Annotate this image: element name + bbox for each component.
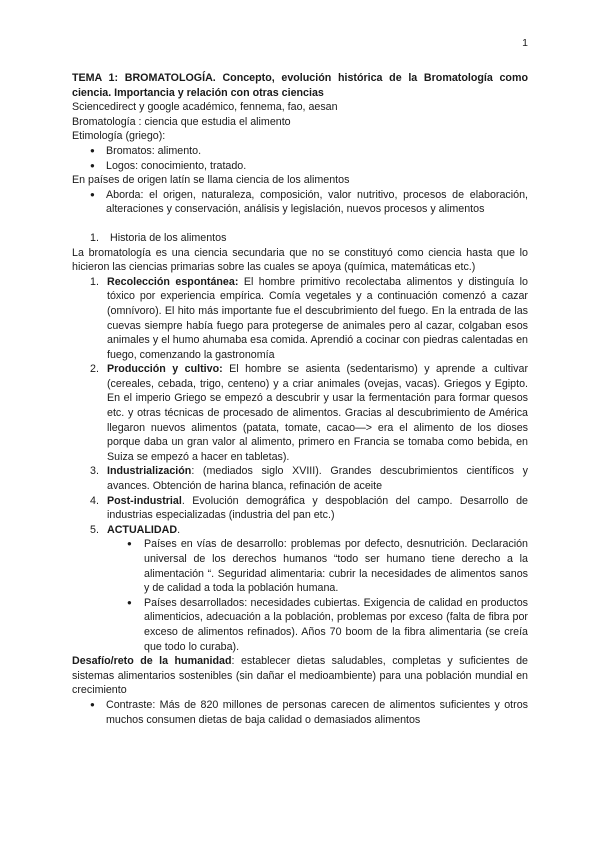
history-item-heading: Industrialización: [107, 465, 192, 478]
latin-note: En países de origen latín se llama ciencia de los alimentos: [72, 174, 350, 187]
bullet-icon: ●: [127, 539, 132, 549]
history-item-text: .: [177, 523, 181, 536]
list-item: [72, 144, 528, 159]
sources-line: Sciencedirect y google académico, fennema, fao, aesan: [72, 101, 338, 114]
bullet-icon: ●: [90, 160, 95, 170]
list-item: [72, 698, 528, 727]
history-item-heading: Producción y cultivo:: [107, 363, 223, 376]
desafio-text: : establecer dietas saludables, completas y suficientes de sistemas alimentarios sostenibles (sin dañar el medioambiente) para una población mundial en crecimiento: [72, 655, 528, 697]
history-item-heading: Post-industrial: [107, 494, 182, 507]
list-item-text: Bromatos: alimento.: [106, 144, 202, 157]
document-title: TEMA 1: BROMATOLOGÍA. Concepto, evolución histórica de la Bromatología como ciencia. Importancia y relación con otras ciencias: [72, 72, 528, 99]
section-title: Historia de los alimentos: [110, 231, 227, 244]
history-item-number: 4.: [90, 494, 99, 507]
history-item-text: El hombre se asienta (sedentarismo) y aprende a cultivar (cereales, cebada, trigo, centeno) y a criar animales (ovejas, vacas). Griegos y Egipto. En el imperio Griego se empezó a descubrir y usar la fermentación para formar quesos etc. y otras técnicas de procesado de alimentos. Gracias al descubrimiento de América llegaron nuevos alimentos (patata, tomate, cacao—> era el alimento de los dioses porque daba un gran valor al alimento, primero en Francia se tomaba como bebida, en Suiza se empezó a hacer en tabletas).: [107, 363, 528, 463]
list-item: [72, 596, 528, 654]
document-body: [72, 71, 528, 727]
history-item-text: El hombre primitivo recolectaba alimentos y distinguía lo tóxico por experiencia empírica. Comía vegetales y a continuación comenzó a cazar (omnívoro). El hito más importante fue el descubrimiento del fuego. En la entrada de las cuevas siempre había fuego para protegerse de animales pero al cazar, colgaban esos animales y el humo ahumaba esa comida. Aprendió a cocinar con piedras calentadas en fuego, comenzando la gastronomía: [107, 275, 528, 361]
history-item-number: 2.: [90, 363, 99, 376]
history-item: [72, 275, 528, 363]
desafio-paragraph: [72, 654, 528, 698]
history-item-text: : (mediados siglo XVIII). Grandes descubrimientos científicos y avances. Obtención de harina blanca, refinación de aceite: [107, 465, 528, 493]
bullet-icon: ●: [90, 145, 95, 155]
list-item: [72, 537, 528, 595]
history-item: [72, 523, 528, 538]
history-item-number: 5.: [90, 523, 99, 536]
history-item-number: 3.: [90, 465, 99, 478]
page-number: 1: [522, 37, 528, 49]
section-number: 1.: [90, 231, 99, 244]
history-item: [72, 494, 528, 523]
list-item: [72, 159, 528, 174]
bullet-icon: ●: [127, 597, 132, 607]
list-item-text: Logos: conocimiento, tratado.: [106, 159, 247, 172]
history-item: [72, 362, 528, 464]
history-item: [72, 464, 528, 493]
history-item-heading: Recolección espontánea:: [107, 275, 239, 288]
list-item: [72, 188, 528, 217]
history-item-number: 1.: [90, 275, 99, 288]
history-item-text: . Evolución demográfica y despoblación del campo. Desarrollo de industrias especializadas (industria del pan etc.): [107, 494, 528, 522]
history-item-heading: ACTUALIDAD: [107, 523, 178, 536]
contraste-text: Contraste: Más de 820 millones de personas carecen de alimentos suficientes y otros muchos consumen dietas de baja calidad o demasiados alimentos: [106, 698, 528, 726]
actualidad-text: Países en vías de desarrollo: problemas por defecto, desnutrición. Declaración universal de los derechos humanos “todo ser humano tiene derecho a la alimentación “. Seguridad alimentaria: cubrir la necesidades de alimentos sanos y de calidad a toda la población humana.: [144, 538, 528, 595]
desafio-heading: Desafío/reto de la humanidad: [72, 655, 232, 668]
bullet-icon: ●: [90, 699, 95, 709]
actualidad-text: Países desarrollados: necesidades cubiertas. Exigencia de calidad en productos alimenticios, adecuación a la población, problemas por exceso (falta de fibra por exceso de alimentos refinados). Años 70 boom de la fibra alimentaria (se creía que todo lo curaba).: [144, 596, 528, 653]
bullet-icon: ●: [90, 189, 95, 199]
definition-line: Bromatología : ciencia que estudia el alimento: [72, 115, 291, 128]
history-intro: La bromatología es una ciencia secundaria que no se constituyó como ciencia hasta que lo hicieron las ciencias primarias sobre las cuales se apoya (química, matemáticas etc.): [72, 246, 528, 274]
aborda-text: Aborda: el origen, naturaleza, composición, valor nutritivo, procesos de elaboración, alteraciones y conservación, análisis y legislación, nuevos procesos y alimentos: [106, 188, 528, 216]
section-heading: [72, 231, 528, 246]
etymology-heading: Etimología (griego):: [72, 130, 166, 143]
